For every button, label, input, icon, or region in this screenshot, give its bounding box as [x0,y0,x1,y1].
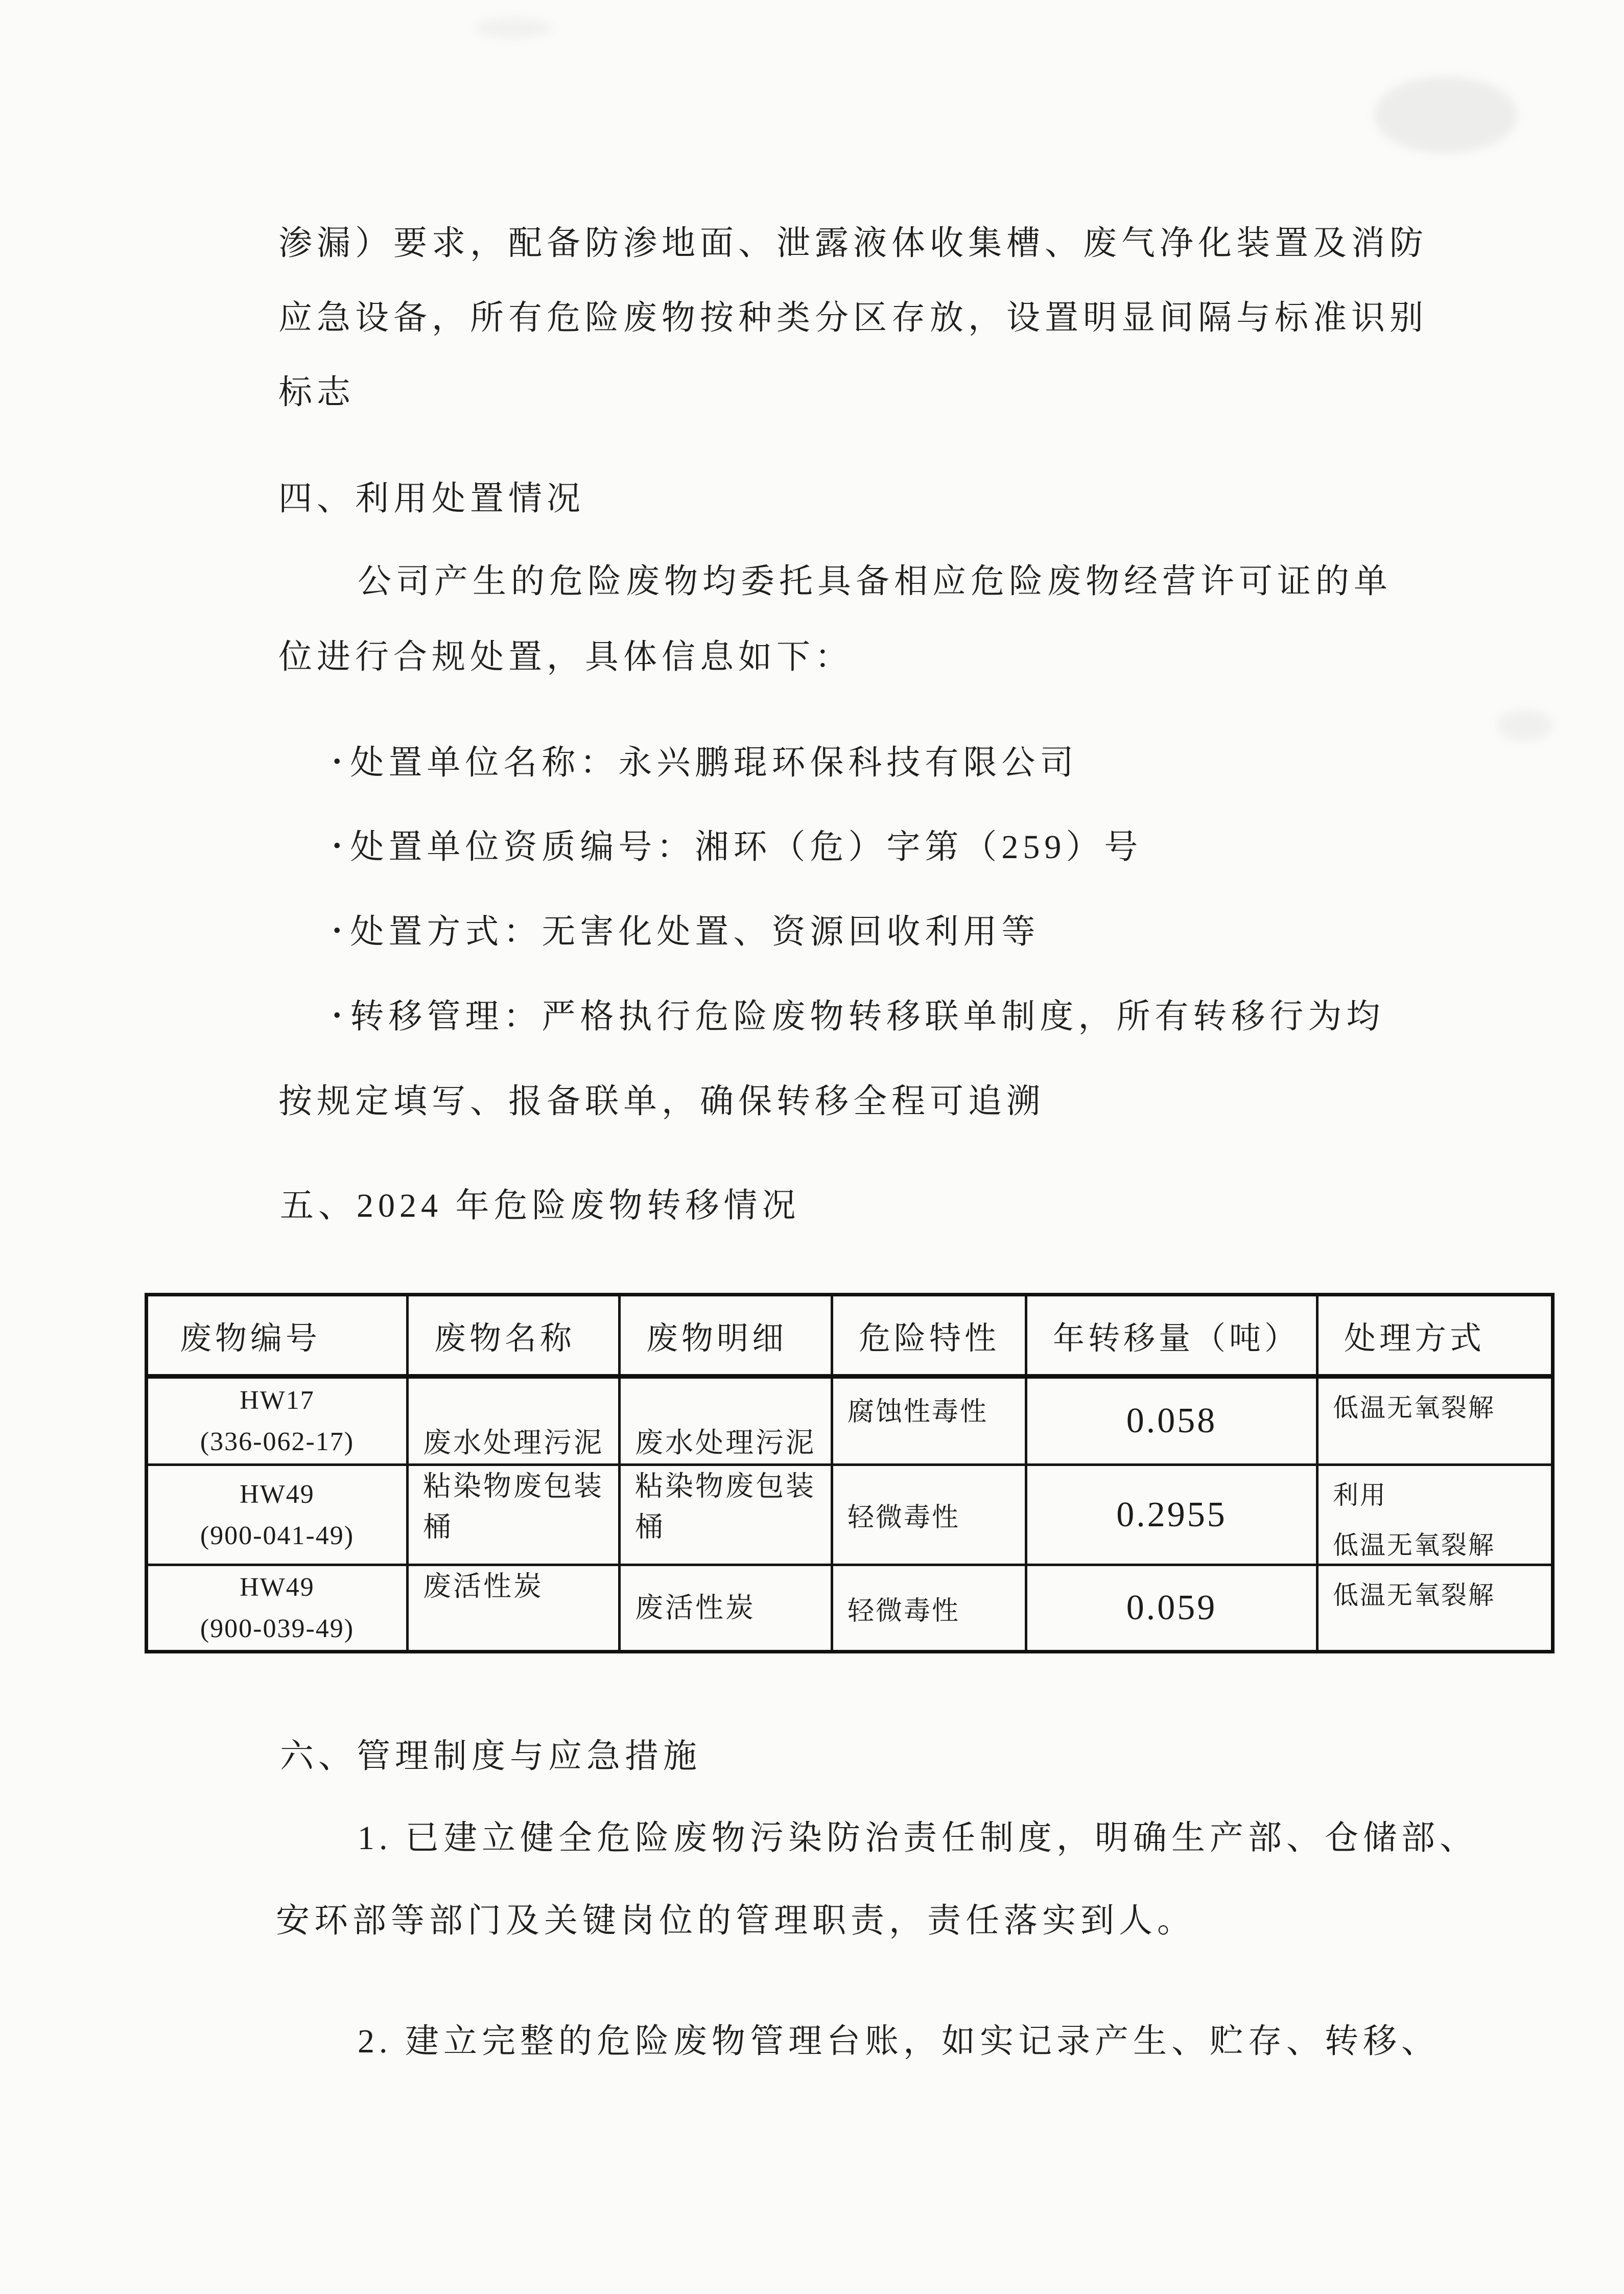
section4-paragraph-line-2: 位进行合规处置，具体信息如下： [278,638,853,676]
cell-annual-amount: 0.2955 [1026,1465,1317,1565]
bullet-dot-icon: • [333,749,341,774]
section4-heading: 四、利用处置情况 [278,480,585,517]
bullet-dot-icon: • [333,833,341,858]
bullet-disposal-unit-name [333,743,1078,783]
scan-smudge-artifact [475,18,552,38]
waste-transfer-table [145,1293,1555,1653]
cell-hazard: 轻微毒性 [832,1465,1026,1565]
bullet-transfer-management [333,997,1384,1037]
section6-item1-line-2: 安环部等部门及关键岗位的管理职责，责任落实到人。 [276,1902,1195,1940]
bullet-text: 转移管理：严格执行危险废物转移联单制度，所有转移行为均 [350,998,1385,1035]
bullet-dot-icon: • [333,918,341,943]
cell-waste-name: 废活性炭 [408,1565,620,1652]
section4-paragraph-line-1: 公司产生的危险废物均委托具备相应危险废物经营许可证的单 [358,563,1392,600]
section6-item2-line-1: 2. 建立完整的危险废物管理台账，如实记录产生、贮存、转移、 [358,2023,1440,2060]
bullet-disposal-method [333,912,1040,952]
waste-code-detail: (336-062-17) [200,1427,355,1456]
waste-code-detail: (900-041-49) [200,1521,355,1550]
section6-heading: 六、管理制度与应急措施 [280,1738,701,1775]
waste-code: HW49 [240,1573,315,1602]
column-header-waste-code: 废物编号 [147,1295,408,1377]
section5-heading: 五、2024 年危险废物转移情况 [280,1187,801,1224]
cell-hazard: 轻微毒性 [832,1565,1026,1652]
bullet-text: 处置方式：无害化处置、资源回收利用等 [350,913,1040,951]
bullet-disposal-unit-license [333,827,1142,867]
column-header-hazard: 危险特性 [832,1295,1026,1377]
table-row [147,1465,1553,1565]
waste-code: HW17 [240,1386,315,1415]
table-row [147,1377,1553,1465]
cell-waste-code [147,1465,408,1565]
cell-waste-name: 废水处理污泥 [408,1377,620,1465]
column-header-annual-amount: 年转移量（吨） [1026,1295,1317,1377]
waste-code-detail: (900-039-49) [200,1614,355,1643]
cell-waste-name: 粘染物废包装桶 [408,1465,620,1565]
bullet-text: 处置单位名称：永兴鹏琨环保科技有限公司 [350,744,1078,782]
cell-waste-detail: 粘染物废包装桶 [620,1465,832,1565]
table-row [147,1565,1553,1652]
cell-waste-detail: 废活性炭 [620,1565,832,1652]
bullet-transfer-management-continuation: 按规定填写、报备联单，确保转移全程可追溯 [278,1083,1045,1120]
scan-smudge-artifact [1374,77,1517,153]
waste-code: HW49 [240,1479,315,1509]
table-header-row [147,1295,1553,1377]
cell-annual-amount: 0.059 [1026,1565,1317,1652]
section6-item1-line-1: 1. 已建立健全危险废物污染防治责任制度，明确生产部、仓储部、 [358,1819,1478,1857]
cell-waste-code [147,1377,408,1465]
column-header-disposal: 处理方式 [1317,1295,1553,1377]
cell-hazard: 腐蚀性毒性 [832,1377,1026,1465]
scan-smudge-artifact [1497,710,1553,741]
column-header-waste-detail: 废物明细 [620,1295,832,1377]
cell-disposal: 利用 低温无氧裂解 [1317,1465,1553,1565]
cell-disposal: 低温无氧裂解 [1317,1377,1553,1465]
column-header-waste-name: 废物名称 [408,1295,620,1377]
intro-line-1: 渗漏）要求，配备防渗地面、泄露液体收集槽、废气净化装置及消防 [278,225,1428,262]
intro-line-3: 标志 [278,374,355,411]
intro-line-2: 应急设备，所有危险废物按种类分区存放，设置明显间隔与标准识别 [278,299,1428,337]
cell-disposal: 低温无氧裂解 [1317,1565,1553,1652]
cell-waste-code [147,1565,408,1652]
cell-waste-detail: 废水处理污泥 [620,1377,832,1465]
cell-annual-amount: 0.058 [1026,1377,1317,1465]
bullet-dot-icon: • [333,1003,341,1028]
bullet-text: 处置单位资质编号：湘环（危）字第（259）号 [350,829,1143,866]
